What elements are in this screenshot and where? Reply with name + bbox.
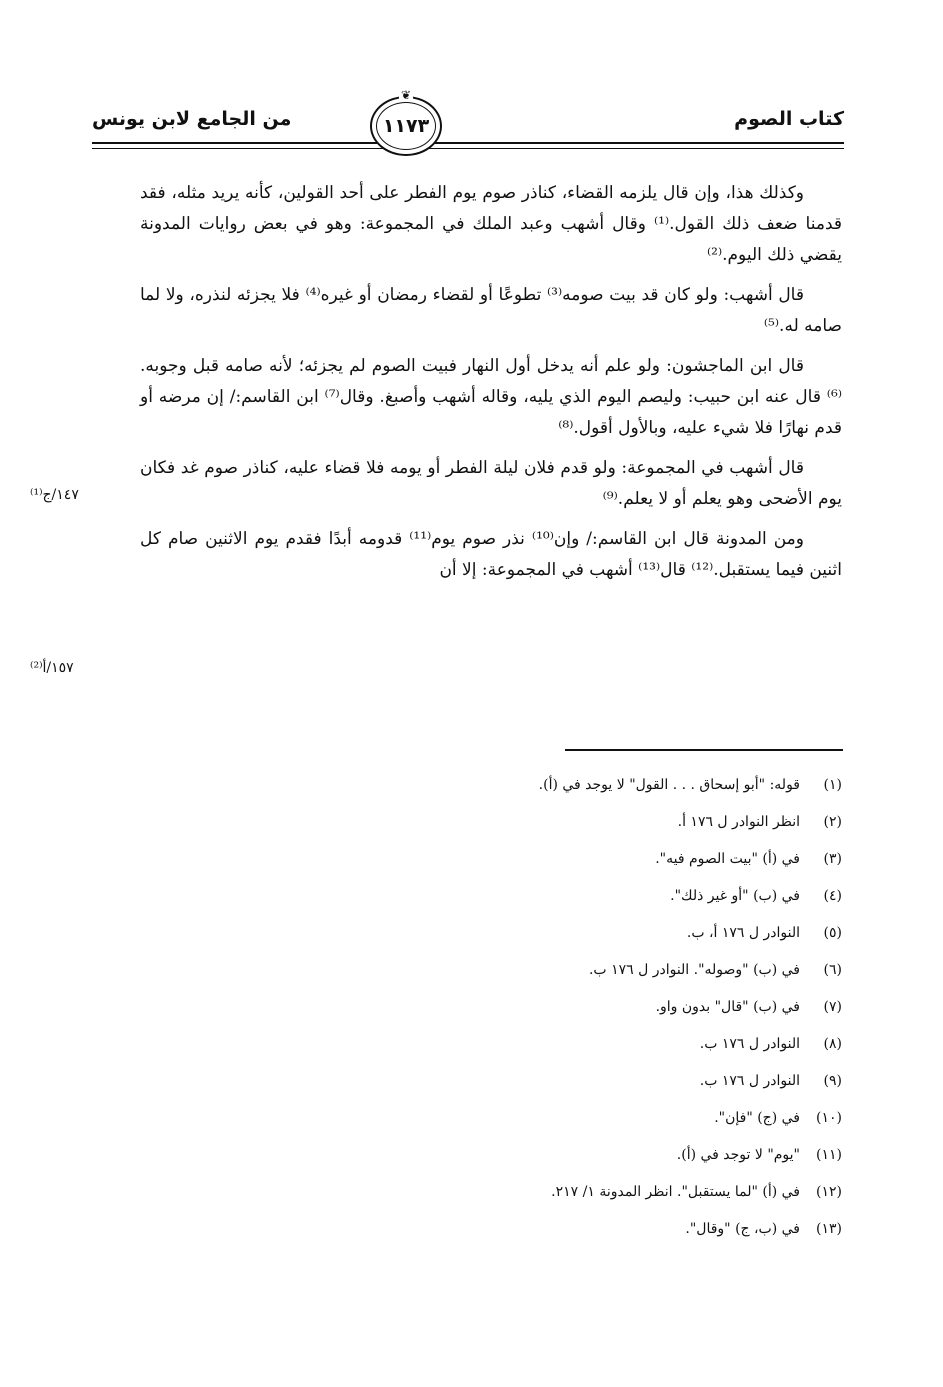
footnotes-list: [300, 767, 842, 1248]
footnote-item: [300, 915, 842, 952]
footnote-item: [300, 952, 842, 989]
footnote-item: [300, 767, 842, 804]
footnote-number: (٩): [823, 1073, 842, 1089]
footnote-number: (٣): [823, 851, 842, 867]
footnote-item: [300, 878, 842, 915]
footnote-number: (٢): [823, 814, 842, 830]
body-text: [140, 178, 842, 595]
footnote-text: في (أ) "بيت الصوم فيه".: [655, 851, 800, 867]
footnote-text: في (ب) "أو غير ذلك".: [670, 888, 800, 904]
paragraph: قال أشهب في المجموعة: ولو قدم فلان ليلة الفطر أو يومه فلا قضاء عليه، كناذر صوم غد فكان يوم الأضحى وهو يعلم أو لا يعلم.⁽⁹⁾: [140, 458, 842, 509]
footnote-text: قوله: "أبو إسحاق . . . القول" لا يوجد في (أ).: [538, 777, 800, 793]
footnote-number: (٨): [823, 1036, 842, 1052]
page-header: [92, 88, 844, 154]
paragraph: وكذلك هذا، وإن قال يلزمه القضاء، كناذر صوم يوم الفطر على أحد القولين، كأنه يريد مثله، فقد قدمنا ضعف ذلك القول.⁽¹⁾ وقال أشهب وعبد الملك في المجموعة: وهو في بعض روايات المدونة يقضي ذلك اليوم.⁽²⁾: [140, 183, 842, 265]
footnote-text: في (ب) "وصوله". النوادر ل ١٧٦ ب.: [588, 962, 800, 978]
footnote-item: [300, 1211, 842, 1248]
footnote-item: [300, 1100, 842, 1137]
header-rule: [92, 142, 844, 149]
paragraph: قال ابن الماجشون: ولو علم أنه يدخل أول النهار فبيت الصوم لم يجزئه؛ لأنه صامه قبل وجوبه.⁽⁶⁾ قال عنه ابن حبيب: وليصم اليوم الذي يليه، وقاله أشهب وأصبغ. وقال⁽⁷⁾ ابن القاسم:/ إن مرضه أو قدم نهارًا فلا شيء عليه، وبالأول أقول.⁽⁸⁾: [140, 356, 842, 438]
footnote-number: (٥): [823, 925, 842, 941]
footnote-number: (٤): [823, 888, 842, 904]
paragraph: ومن المدونة قال ابن القاسم:/ وإن⁽¹⁰⁾ نذر صوم يوم⁽¹¹⁾ قدومه أبدًا فقدم يوم الاثنين صام كل اثنين فيما يستقبل.⁽¹²⁾ قال⁽¹³⁾ أشهب في المجموعة: إلا أن: [140, 529, 842, 580]
footnote-text: في (ب) "قال" بدون واو.: [655, 999, 800, 1015]
page-number: ١١٧٣: [382, 115, 430, 137]
footnote-text: النوادر ل ١٧٦ ب.: [699, 1036, 800, 1052]
margin-note: ١٤٧/ج⁽¹⁾: [30, 487, 79, 503]
footnote-number: (١٢): [816, 1184, 842, 1200]
footnote-number: (١١): [816, 1147, 842, 1163]
paragraph: قال أشهب: ولو كان قد بيت صومه⁽³⁾ تطوعًا أو لقضاء رمضان أو غيره⁽⁴⁾ فلا يجزئه لنذره، ولا لما صامه له.⁽⁵⁾: [140, 285, 842, 336]
footnote-number: (١٠): [816, 1110, 842, 1126]
book-chapter-title: كتاب الصوم: [734, 108, 844, 130]
footnote-number: (٦): [823, 962, 842, 978]
footnote-item: [300, 1026, 842, 1063]
footnote-text: النوادر ل ١٧٦ ب.: [699, 1073, 800, 1089]
footnote-text: في (ج) "فإن".: [714, 1110, 800, 1126]
footnote-item: [300, 1174, 842, 1211]
ornament-icon: ❦: [400, 88, 412, 102]
page-number-badge: [370, 88, 442, 156]
footnote-text: في (ب، ج) "وقال".: [685, 1221, 800, 1237]
footnote-item: [300, 804, 842, 841]
footnote-item: [300, 1137, 842, 1174]
footnote-number: (١): [823, 777, 842, 793]
footnote-text: انظر النوادر ل ١٧٦ أ.: [677, 814, 800, 830]
margin-note: ١٥٧/أ⁽²⁾: [30, 660, 74, 676]
footnote-item: [300, 841, 842, 878]
footnote-text: "يوم" لا توجد في (أ).: [676, 1147, 800, 1163]
footnote-separator: [565, 749, 843, 751]
footnote-text: في (أ) "لما يستقبل". انظر المدونة ١/ ٢١٧.: [551, 1184, 800, 1200]
footnote-item: [300, 989, 842, 1026]
book-title: من الجامع لابن يونس: [92, 108, 292, 130]
footnote-number: (٧): [823, 999, 842, 1015]
footnote-item: [300, 1063, 842, 1100]
footnote-number: (١٣): [816, 1221, 842, 1237]
footnote-text: النوادر ل ١٧٦ أ، ب.: [686, 925, 800, 941]
